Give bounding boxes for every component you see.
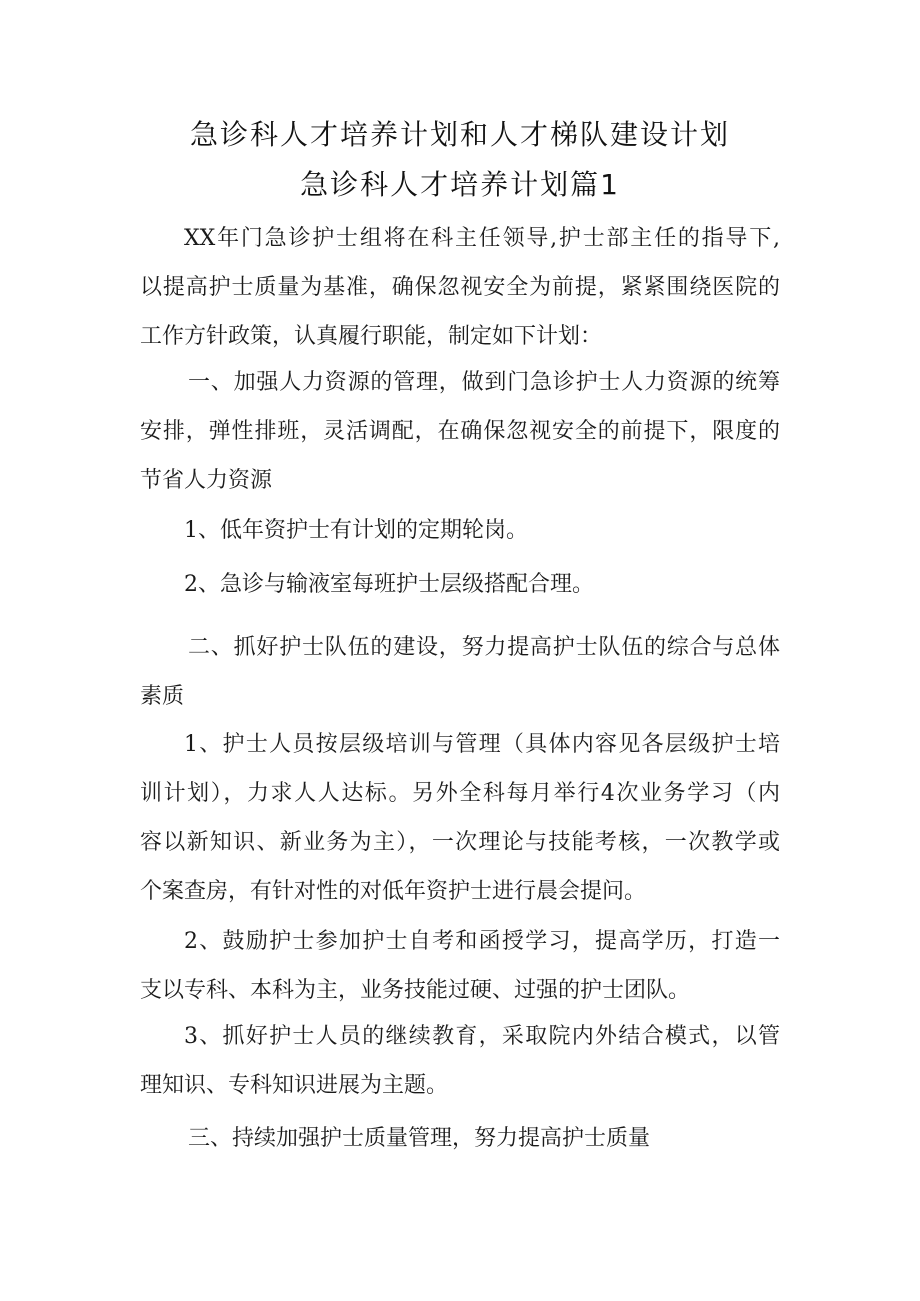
paragraph-item <box>140 506 780 555</box>
text-line: 支以专科、本科为主，业务技能过硬、过强的护士团队。 <box>140 978 691 1003</box>
paragraph-item <box>140 560 780 609</box>
text-line: 工作方针政策，认真履行职能，制定如下计划： <box>140 324 603 349</box>
text-line: 2、急诊与输液室每班护士层级搭配合理。 <box>184 572 594 597</box>
text-line: 容以新知识、新业务为主），一次理论与技能考核，一次教学或 <box>140 830 780 855</box>
text-line: 3、抓好护士人员的继续教育，采取院内外结合模式，以管 <box>184 1024 780 1049</box>
text-line: 个案查房，有针对性的对低年资护士进行晨会提问。 <box>140 879 647 904</box>
text-line: 一、加强人力资源的管理，做到门急诊护士人力资源的统筹 <box>188 370 780 395</box>
paragraph-item <box>140 1012 780 1110</box>
paragraph-item <box>140 720 780 916</box>
text-line: 1、护士人员按层级培训与管理（具体内容见各层级护士培 <box>184 732 780 757</box>
paragraph-item <box>140 917 780 1015</box>
text-line: 三、持续加强护士质量管理，努力提高护士质量 <box>188 1126 651 1151</box>
text-line: 1、低年资护士有计划的定期轮岗。 <box>184 518 528 543</box>
text-line: 2、鼓励护士参加护士自考和函授学习，提高学历，打造一 <box>184 929 780 954</box>
text-line: 素质 <box>140 684 185 709</box>
text-line: 以提高护士质量为基准，确保忽视安全为前提，紧紧围绕医院的 <box>140 275 780 300</box>
text-line: 训计划），力求人人达标。另外全科每月举行4次业务学习（内 <box>140 781 780 806</box>
paragraph-section-3 <box>140 1114 780 1163</box>
text-line: 二、抓好护士队伍的建设，努力提高护士队伍的综合与总体 <box>188 635 780 660</box>
paragraph-intro <box>140 214 780 361</box>
document-subtitle: 急诊科人才培养计划篇1 <box>300 168 620 201</box>
document-title: 急诊科人才培养计划和人才梯队建设计划 <box>189 118 730 151</box>
text-line: XX年门急诊护士组将在科主任领导,护士部主任的指导下, <box>184 226 780 251</box>
text-line: 节省人力资源 <box>140 468 273 493</box>
paragraph-section-2 <box>140 623 780 721</box>
text-line: 理知识、专科知识进展为主题。 <box>140 1073 449 1098</box>
paragraph-section-1 <box>140 358 780 505</box>
text-line: 安排，弹性排班，灵活调配，在确保忽视安全的前提下，限度的 <box>140 419 780 444</box>
